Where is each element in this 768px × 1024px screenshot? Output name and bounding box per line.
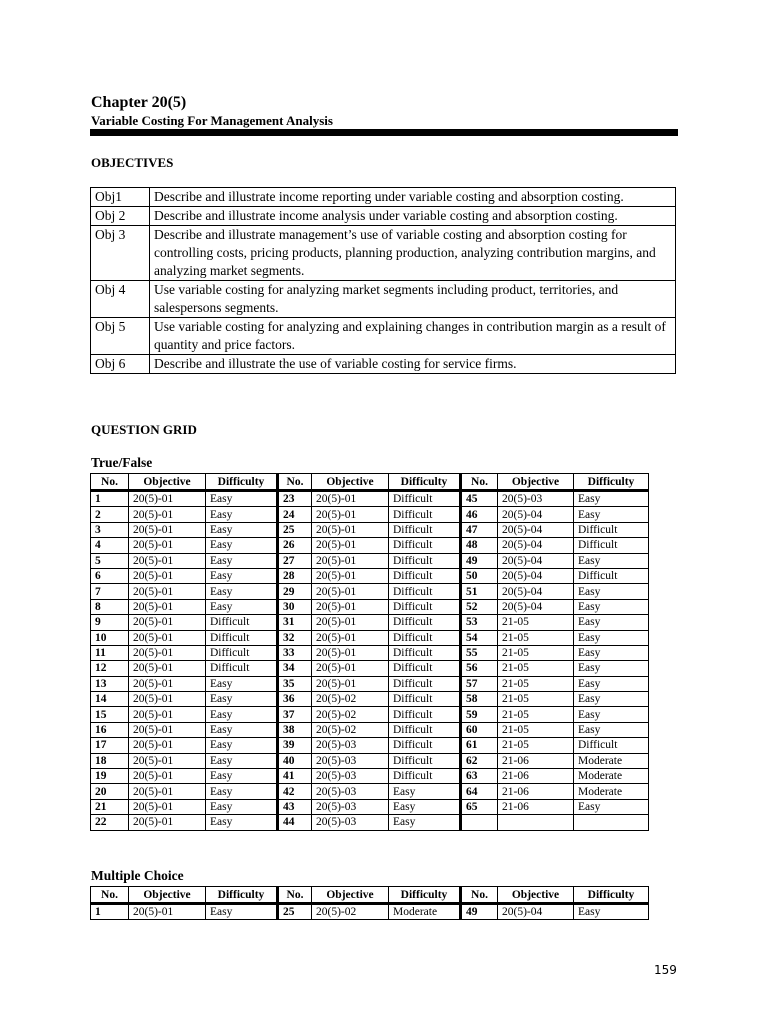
table-row [91,753,649,768]
objective-cell: 21-05 [498,722,574,737]
difficulty-cell: Moderate [574,769,649,784]
table-row [91,491,649,507]
objective-text: Describe and illustrate income analysis under variable costing and absorption costing. [150,207,676,226]
question-number: 24 [278,507,312,522]
objective-row [91,207,676,226]
objective-row [91,226,676,281]
objective-cell: 20(5)-01 [129,507,206,522]
question-number: 28 [278,568,312,583]
objective-cell: 20(5)-01 [129,799,206,814]
objective-cell: 20(5)-01 [312,568,389,583]
question-number: 12 [91,661,129,676]
table-row [91,769,649,784]
difficulty-cell: Difficult [574,522,649,537]
chapter-title: Chapter 20(5) [91,94,187,111]
difficulty-cell: Difficult [574,568,649,583]
objective-cell: 20(5)-03 [312,815,389,830]
difficulty-cell: Difficult [389,599,461,614]
question-number: 46 [461,507,498,522]
objective-cell: 20(5)-01 [312,661,389,676]
difficulty-cell: Easy [574,676,649,691]
objective-cell: 20(5)-03 [498,491,574,507]
objective-cell: 20(5)-04 [498,904,574,920]
table-row [91,692,649,707]
objective-cell: 20(5)-03 [312,799,389,814]
question-number: 51 [461,584,498,599]
objective-cell: 20(5)-04 [498,584,574,599]
question-number: 39 [278,738,312,753]
question-number: 54 [461,630,498,645]
question-number: 50 [461,568,498,583]
difficulty-cell: Easy [574,584,649,599]
difficulty-cell: Difficult [206,630,278,645]
difficulty-cell: Easy [206,784,278,799]
objective-cell: 20(5)-01 [129,553,206,568]
multiple-choice-grid [90,886,649,920]
question-number: 26 [278,538,312,553]
difficulty-cell: Difficult [389,491,461,507]
objective-cell: 20(5)-01 [129,568,206,583]
question-number: 3 [91,522,129,537]
difficulty-cell: Difficult [389,584,461,599]
question-number: 49 [461,553,498,568]
question-number: 14 [91,692,129,707]
difficulty-cell: Easy [574,904,649,920]
difficulty-cell: Easy [206,815,278,830]
difficulty-cell: Easy [574,692,649,707]
difficulty-cell: Difficult [389,676,461,691]
difficulty-cell: Easy [574,553,649,568]
objective-cell: 20(5)-01 [312,538,389,553]
objective-cell: 20(5)-04 [498,538,574,553]
question-number: 29 [278,584,312,599]
table-row [91,707,649,722]
objective-id: Obj 4 [91,281,150,318]
objective-cell: 20(5)-01 [312,599,389,614]
column-header: Difficulty [574,887,649,904]
question-number: 1 [91,904,129,920]
true-false-heading: True/False [91,455,153,470]
objective-cell: 21-06 [498,784,574,799]
column-header: Difficulty [389,474,461,491]
difficulty-cell: Easy [206,538,278,553]
table-row [91,738,649,753]
question-number: 25 [278,522,312,537]
question-number: 21 [91,799,129,814]
table-row [91,615,649,630]
difficulty-cell: Easy [206,692,278,707]
difficulty-cell: Moderate [389,904,461,920]
question-number: 33 [278,645,312,660]
question-number: 32 [278,630,312,645]
true-false-grid [90,473,649,831]
difficulty-cell: Moderate [574,753,649,768]
difficulty-cell: Easy [574,630,649,645]
objective-cell: 21-05 [498,707,574,722]
difficulty-cell: Easy [206,599,278,614]
question-number: 23 [278,491,312,507]
difficulty-cell: Easy [206,799,278,814]
difficulty-cell: Easy [574,722,649,737]
question-number: 45 [461,491,498,507]
difficulty-cell: Difficult [206,661,278,676]
question-number: 13 [91,676,129,691]
objective-text: Describe and illustrate income reporting under variable costing and absorption costing. [150,188,676,207]
objective-cell: 20(5)-04 [498,507,574,522]
question-number: 59 [461,707,498,722]
difficulty-cell: Difficult [206,615,278,630]
difficulty-cell: Difficult [574,738,649,753]
objective-row [91,188,676,207]
page-number: 159 [654,963,677,977]
question-number: 16 [91,722,129,737]
question-number: 5 [91,553,129,568]
question-number: 49 [461,904,498,920]
objective-cell: 20(5)-03 [312,753,389,768]
column-header: Difficulty [206,887,278,904]
question-number: 57 [461,676,498,691]
objective-cell: 21-06 [498,769,574,784]
question-number: 30 [278,599,312,614]
objectives-table [90,187,676,374]
difficulty-cell: Difficult [389,553,461,568]
objective-id: Obj 3 [91,226,150,281]
question-number: 17 [91,738,129,753]
question-number: 62 [461,753,498,768]
question-number: 44 [278,815,312,830]
objective-cell: 21-05 [498,738,574,753]
objective-cell: 20(5)-01 [129,707,206,722]
question-number: 43 [278,799,312,814]
objective-cell: 20(5)-01 [312,522,389,537]
table-row [91,661,649,676]
objective-id: Obj 5 [91,318,150,355]
objective-cell: 20(5)-03 [312,784,389,799]
question-number: 19 [91,769,129,784]
objective-id: Obj 2 [91,207,150,226]
column-header: Objective [312,474,389,491]
column-header: No. [278,887,312,904]
difficulty-cell: Moderate [574,784,649,799]
difficulty-cell: Easy [574,661,649,676]
question-number: 25 [278,904,312,920]
difficulty-cell: Difficult [389,692,461,707]
difficulty-cell: Easy [574,707,649,722]
difficulty-cell: Easy [206,553,278,568]
difficulty-cell: Difficult [389,722,461,737]
objective-cell: 20(5)-01 [129,491,206,507]
column-header: Objective [498,474,574,491]
objective-cell: 20(5)-01 [312,584,389,599]
objective-cell: 21-05 [498,676,574,691]
title-rule [90,129,678,136]
objective-cell: 20(5)-01 [129,645,206,660]
objective-id: Obj1 [91,188,150,207]
difficulty-cell: Easy [389,815,461,830]
objective-cell: 20(5)-03 [312,769,389,784]
objective-row [91,318,676,355]
column-header: Difficulty [389,887,461,904]
objective-cell: 20(5)-01 [129,753,206,768]
column-header: Objective [129,474,206,491]
chapter-subtitle: Variable Costing For Management Analysis [91,113,333,128]
question-number: 22 [91,815,129,830]
column-header: Objective [129,887,206,904]
column-header: Difficulty [574,474,649,491]
objective-cell: 20(5)-02 [312,692,389,707]
difficulty-cell: Difficult [389,769,461,784]
table-row [91,522,649,537]
table-row [91,722,649,737]
difficulty-cell: Difficult [389,630,461,645]
difficulty-cell: Difficult [389,753,461,768]
question-number: 65 [461,799,498,814]
multiple-choice-heading: Multiple Choice [91,868,184,883]
difficulty-cell: Difficult [389,738,461,753]
column-header: No. [461,474,498,491]
table-row [91,507,649,522]
difficulty-cell: Easy [206,738,278,753]
question-number: 6 [91,568,129,583]
difficulty-cell: Easy [206,584,278,599]
table-row [91,645,649,660]
question-number: 53 [461,615,498,630]
difficulty-cell: Easy [206,568,278,583]
question-number: 60 [461,722,498,737]
objective-text: Use variable costing for analyzing market segments including product, territories, and salespersons segments. [150,281,676,318]
objective-cell: 20(5)-03 [312,738,389,753]
question-number: 56 [461,661,498,676]
difficulty-cell: Easy [574,599,649,614]
question-number: 9 [91,615,129,630]
objective-cell: 20(5)-01 [129,676,206,691]
difficulty-cell: Easy [574,507,649,522]
question-number: 2 [91,507,129,522]
objective-cell: 20(5)-01 [312,676,389,691]
table-row [91,799,649,814]
objective-cell: 20(5)-04 [498,522,574,537]
difficulty-cell: Difficult [389,522,461,537]
question-number: 35 [278,676,312,691]
column-header: Objective [312,887,389,904]
difficulty-cell: Easy [206,769,278,784]
objective-text: Describe and illustrate the use of variable costing for service firms. [150,355,676,374]
difficulty-cell: Easy [206,753,278,768]
difficulty-cell: Easy [574,799,649,814]
difficulty-cell: Difficult [389,507,461,522]
objective-cell: 21-06 [498,799,574,814]
difficulty-cell: Easy [206,722,278,737]
objective-cell: 20(5)-01 [312,645,389,660]
objective-cell: 20(5)-04 [498,553,574,568]
question-number: 41 [278,769,312,784]
difficulty-cell: Easy [574,491,649,507]
objective-cell: 20(5)-01 [129,815,206,830]
objective-row [91,281,676,318]
table-row [91,784,649,799]
difficulty-cell: Easy [574,615,649,630]
table-row [91,553,649,568]
question-number: 31 [278,615,312,630]
table-row [91,584,649,599]
difficulty-cell: Difficult [389,615,461,630]
question-number: 37 [278,707,312,722]
objectives-heading: OBJECTIVES [91,155,174,170]
table-row [91,815,649,830]
question-number: 27 [278,553,312,568]
objective-cell: 20(5)-01 [129,522,206,537]
objective-cell: 20(5)-01 [129,692,206,707]
objective-cell: 20(5)-01 [129,769,206,784]
question-number: 8 [91,599,129,614]
difficulty-cell: Easy [206,707,278,722]
objective-cell: 20(5)-01 [312,615,389,630]
objective-cell: 21-05 [498,692,574,707]
question-number: 36 [278,692,312,707]
objective-cell: 20(5)-01 [129,615,206,630]
objective-cell [498,815,574,830]
table-row [91,568,649,583]
question-number: 58 [461,692,498,707]
difficulty-cell: Easy [206,904,278,920]
objective-cell: 21-05 [498,645,574,660]
question-number [461,815,498,830]
objective-cell: 20(5)-01 [129,722,206,737]
table-row [91,538,649,553]
objective-row [91,355,676,374]
objective-cell: 20(5)-01 [129,538,206,553]
objective-cell: 20(5)-02 [312,707,389,722]
question-number: 11 [91,645,129,660]
question-number: 48 [461,538,498,553]
column-header: Objective [498,887,574,904]
question-number: 1 [91,491,129,507]
question-number: 52 [461,599,498,614]
objective-cell: 20(5)-01 [129,784,206,799]
question-number: 15 [91,707,129,722]
question-number: 20 [91,784,129,799]
column-header: No. [91,474,129,491]
column-header: No. [278,474,312,491]
difficulty-cell [574,815,649,830]
objective-cell: 20(5)-01 [129,904,206,920]
objective-id: Obj 6 [91,355,150,374]
column-header: No. [461,887,498,904]
objective-cell: 20(5)-01 [312,491,389,507]
question-number: 18 [91,753,129,768]
difficulty-cell: Difficult [389,538,461,553]
difficulty-cell: Easy [206,491,278,507]
objective-text: Describe and illustrate management’s use of variable costing and absorption costing for controlling costs, pricing products, planning production, analyzing contribution margins, and analyzing market segments. [150,226,676,281]
difficulty-cell: Difficult [389,707,461,722]
objective-cell: 20(5)-01 [129,599,206,614]
objective-cell: 20(5)-02 [312,904,389,920]
question-number: 4 [91,538,129,553]
objective-cell: 20(5)-01 [312,553,389,568]
question-number: 34 [278,661,312,676]
column-header: No. [91,887,129,904]
objective-cell: 20(5)-02 [312,722,389,737]
question-grid-heading: QUESTION GRID [91,422,197,437]
question-number: 64 [461,784,498,799]
objective-cell: 21-05 [498,661,574,676]
column-header: Difficulty [206,474,278,491]
objective-cell: 21-06 [498,753,574,768]
objective-cell: 20(5)-01 [129,661,206,676]
objective-cell: 20(5)-04 [498,568,574,583]
question-number: 61 [461,738,498,753]
objective-cell: 20(5)-01 [312,630,389,645]
question-number: 47 [461,522,498,537]
objective-cell: 20(5)-01 [129,584,206,599]
difficulty-cell: Easy [389,784,461,799]
objective-cell: 21-05 [498,615,574,630]
difficulty-cell: Easy [206,507,278,522]
objective-cell: 20(5)-01 [129,738,206,753]
difficulty-cell: Easy [206,522,278,537]
objective-cell: 20(5)-01 [312,507,389,522]
objective-text: Use variable costing for analyzing and explaining changes in contribution margin as a result of quantity and price factors. [150,318,676,355]
difficulty-cell: Difficult [574,538,649,553]
difficulty-cell: Difficult [389,645,461,660]
objective-cell: 21-05 [498,630,574,645]
difficulty-cell: Difficult [389,661,461,676]
difficulty-cell: Easy [389,799,461,814]
objective-cell: 20(5)-04 [498,599,574,614]
question-number: 55 [461,645,498,660]
table-row [91,904,649,920]
difficulty-cell: Easy [574,645,649,660]
table-row [91,676,649,691]
objective-cell: 20(5)-01 [129,630,206,645]
table-row [91,599,649,614]
question-number: 38 [278,722,312,737]
question-number: 7 [91,584,129,599]
difficulty-cell: Easy [206,676,278,691]
question-number: 40 [278,753,312,768]
difficulty-cell: Difficult [206,645,278,660]
question-number: 10 [91,630,129,645]
difficulty-cell: Difficult [389,568,461,583]
table-row [91,630,649,645]
question-number: 63 [461,769,498,784]
question-number: 42 [278,784,312,799]
